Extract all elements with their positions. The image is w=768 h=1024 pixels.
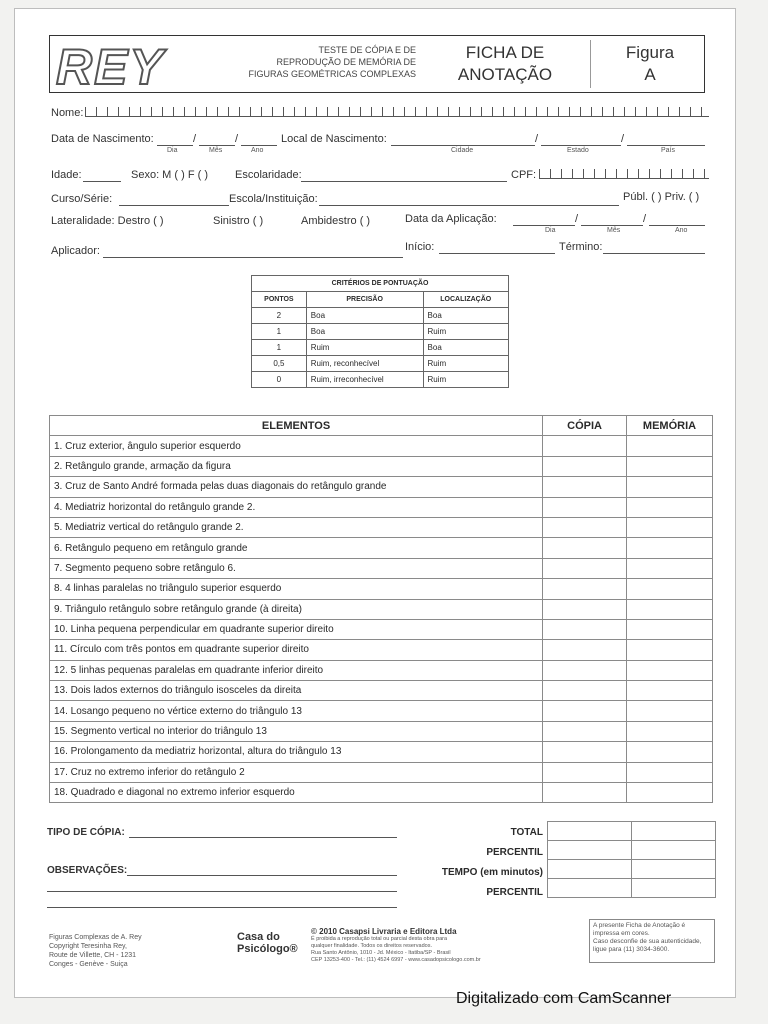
total-copia-cell[interactable] [548,822,632,841]
observacoes-field[interactable] [127,875,397,876]
table-row: 0,5 Ruim, reconhecível Ruim [252,356,509,372]
table-row [548,841,716,860]
copia-cell[interactable] [543,477,627,497]
memoria-cell[interactable] [627,783,713,803]
table-row: 2 Boa Boa [252,308,509,324]
table-row [548,822,716,841]
nome-label: Nome: [51,107,84,119]
copia-cell[interactable] [543,640,627,660]
header-box [49,35,705,93]
element-description: 16. Prolongamento da mediatriz horizontal, altura do triângulo 13 [50,742,543,762]
observacoes-label: OBSERVAÇÕES: [47,865,128,876]
footer-legal: © 2010 Casapsi Livraria e Editora Ltda É proibida a reprodução total ou parcial desta obra para qualquer finalidade. Todos os direitos reservados. Rua Santo Antônio, 1010 - Jd. México - Itatiba/SP - Brasil CEP 13253-400 - Tel.: (11) 4524 6997 - www.casadopsicologo.com.br [311,927,481,963]
element-description: 14. Losango pequeno no vértice externo do triângulo 13 [50,701,543,721]
copia-cell[interactable] [543,436,627,456]
element-description: 7. Segmento pequeno sobre retângulo 6. [50,558,543,578]
table-row [50,599,713,619]
cpf-label: CPF: [511,169,537,181]
table-row [50,660,713,680]
element-description: 1. Cruz exterior, ângulo superior esquerdo [50,436,543,456]
copia-cell[interactable] [543,579,627,599]
table-row: 1 Ruim Boa [252,340,509,356]
element-description: 2. Retângulo grande, armação da figura [50,456,543,476]
copia-cell[interactable] [543,517,627,537]
memoria-cell[interactable] [627,721,713,741]
table-row [50,517,713,537]
lateralidade-destro[interactable]: Lateralidade: Destro ( ) [51,215,164,227]
lateralidade-ambidestro[interactable]: Ambidestro ( ) [301,215,371,227]
percentil-label: PERCENTIL [486,887,543,898]
rey-logo: REY [56,39,165,95]
authenticity-notice: A presente Ficha de Anotação é impressa em cores. Caso desconfie de sua autenticidade, ligue para (11) 3034-3600. [589,919,715,963]
tempo-copia-cell[interactable] [548,860,632,879]
copia-cell[interactable] [543,497,627,517]
data-aplicacao-label: Data da Aplicação: [405,213,497,225]
element-description: 18. Quadrado e diagonal no extremo inferior esquerdo [50,783,543,803]
copia-cell[interactable] [543,742,627,762]
termino-field[interactable] [603,253,705,254]
criteria-header: PRECISÃO [306,292,423,308]
slash: / [535,133,539,145]
tempo-label: TEMPO (em minutos) [441,867,543,878]
curso-serie-label: Curso/Série: [51,193,113,205]
memoria-cell[interactable] [627,538,713,558]
memoria-cell[interactable] [627,599,713,619]
tipo-copia-label: TIPO DE CÓPIA: [47,827,125,838]
memoria-cell[interactable] [627,436,713,456]
ano-caption: Ano [251,147,264,154]
escola-field[interactable] [319,205,619,206]
copia-cell[interactable] [543,456,627,476]
copia-cell[interactable] [543,558,627,578]
element-description: 10. Linha pequena perpendicular em quadrante superior direito [50,619,543,639]
local-nascimento-label: Local de Nascimento: [281,133,387,145]
table-row [50,456,713,476]
aplicador-label: Aplicador: [51,245,100,257]
aplicador-field[interactable] [103,257,403,258]
totals-table [547,821,716,898]
elements-body [50,436,713,803]
ano-caption: Ano [675,227,688,234]
termino-label: Término: [559,241,603,253]
sexo-label: Sexo: M ( ) F ( ) [131,169,208,181]
element-description: 15. Segmento vertical no interior do triângulo 13 [50,721,543,741]
slash: / [235,133,239,145]
element-description: 17. Cruz no extremo inferior do retângulo 2 [50,762,543,782]
memoria-cell[interactable] [627,762,713,782]
memoria-cell[interactable] [627,660,713,680]
table-row: 1 Boa Ruim [252,324,509,340]
elements-table [49,415,713,803]
observacoes-line[interactable] [47,891,397,892]
publisher-logo: Casa do Psicólogo® [237,931,298,955]
memoria-cell[interactable] [627,456,713,476]
memoria-header: MEMÓRIA [627,416,713,436]
percentil-memoria-cell[interactable] [632,841,716,860]
copia-cell[interactable] [543,619,627,639]
table-row [50,497,713,517]
cidade-field[interactable] [391,145,535,146]
memoria-cell[interactable] [627,517,713,537]
memoria-cell[interactable] [627,681,713,701]
elementos-header: ELEMENTOS [50,416,543,436]
escola-label: Escola/Instituição: [229,193,318,205]
aplic-ano-field[interactable] [649,225,705,226]
table-row [50,721,713,741]
table-row [50,558,713,578]
inicio-field[interactable] [439,253,555,254]
slash: / [575,213,579,225]
table-row [50,681,713,701]
copia-cell[interactable] [543,681,627,701]
memoria-cell[interactable] [627,640,713,660]
estado-caption: Estado [567,147,589,154]
table-row [50,477,713,497]
element-description: 5. Mediatriz vertical do retângulo grande 2. [50,517,543,537]
slash: / [621,133,625,145]
nasc-dia-field[interactable] [157,145,193,146]
element-description: 12. 5 linhas pequenas paralelas em quadrante inferior direito [50,660,543,680]
data-nascimento-label: Data de Nascimento: [51,133,154,145]
percentil2-copia-cell[interactable] [548,879,632,898]
table-row [50,579,713,599]
copia-cell[interactable] [543,701,627,721]
element-description: 4. Mediatriz horizontal do retângulo grande 2. [50,497,543,517]
table-row [50,742,713,762]
element-description: 11. Círculo com três pontos em quadrante superior direito [50,640,543,660]
memoria-cell[interactable] [627,497,713,517]
element-description: 9. Triângulo retângulo sobre retângulo grande (à direita) [50,599,543,619]
footer-copyright-rey: Figuras Complexas de A. Rey Copyright Teresinha Rey, Route de Villette, CH - 1231 Conges - Genève - Suiça [49,934,142,968]
mes-caption: Mês [209,147,223,154]
observacoes-line[interactable] [47,907,397,908]
copia-header: CÓPIA [543,416,627,436]
test-subtitle: TESTE DE CÓPIA E DE REPRODUÇÃO DE MEMÓRIA DE FIGURAS GEOMÉTRICAS COMPLEXAS [248,45,416,79]
copia-cell[interactable] [543,538,627,558]
curso-serie-field[interactable] [119,205,229,206]
score-sheet [14,8,736,998]
table-row [548,879,716,898]
copia-cell[interactable] [543,783,627,803]
total-memoria-cell[interactable] [632,822,716,841]
percentil-label: PERCENTIL [486,847,543,858]
table-row [50,619,713,639]
idade-label: Idade: [51,169,82,181]
memoria-cell[interactable] [627,558,713,578]
tempo-memoria-cell[interactable] [632,860,716,879]
percentil2-memoria-cell[interactable] [632,879,716,898]
element-description: 8. 4 linhas paralelas no triângulo superior esquerdo [50,579,543,599]
publ-priv-options[interactable]: Públ. ( ) Priv. ( ) [623,191,700,203]
table-row [50,436,713,456]
table-row [548,860,716,879]
memoria-cell[interactable] [627,619,713,639]
camscanner-watermark: Digitalizado com CamScanner [456,990,672,1007]
idade-field[interactable] [83,181,121,182]
tipo-copia-field[interactable] [129,837,397,838]
cpf-field[interactable] [539,169,709,179]
table-row: 0 Ruim, irreconhecível Ruim [252,372,509,388]
pais-caption: País [661,147,676,154]
total-label: TOTAL [510,827,543,838]
element-description: 6. Retângulo pequeno em retângulo grande [50,538,543,558]
copia-cell[interactable] [543,721,627,741]
mes-caption: Mês [607,227,621,234]
nasc-ano-field[interactable] [241,145,277,146]
copia-cell[interactable] [543,599,627,619]
escolaridade-label: Escolaridade: [235,169,302,181]
element-description: 13. Dois lados externos do triângulo isosceles da direita [50,681,543,701]
table-row [50,762,713,782]
memoria-cell[interactable] [627,742,713,762]
slash: / [193,133,197,145]
element-description: 3. Cruz de Santo André formada pelas duas diagonais do retângulo grande [50,477,543,497]
cidade-caption: Cidade [451,147,474,154]
criteria-header: PONTOS [252,292,307,308]
memoria-cell[interactable] [627,701,713,721]
aplic-dia-field[interactable] [513,225,575,226]
table-row [50,701,713,721]
table-row [50,640,713,660]
aplic-mes-field[interactable] [581,225,643,226]
table-row [50,538,713,558]
memoria-cell[interactable] [627,579,713,599]
escolaridade-field[interactable] [301,181,507,182]
inicio-label: Início: [405,241,435,253]
pais-field[interactable] [627,145,705,146]
header-divider [590,40,591,88]
table-row [50,783,713,803]
estado-field[interactable] [541,145,621,146]
figura-label: Figura A [625,43,675,84]
copia-cell[interactable] [543,762,627,782]
dia-caption: Dia [545,227,556,234]
percentil-copia-cell[interactable] [548,841,632,860]
criteria-title: CRITÉRIOS DE PONTUAÇÃO [252,276,509,292]
nasc-mes-field[interactable] [199,145,235,146]
memoria-cell[interactable] [627,477,713,497]
lateralidade-sinistro[interactable]: Sinistro ( ) [213,215,264,227]
criteria-header: LOCALIZAÇÃO [423,292,508,308]
copia-cell[interactable] [543,660,627,680]
nome-field[interactable] [85,107,709,117]
dia-caption: Dia [167,147,178,154]
criteria-table [251,275,509,388]
ficha-title: FICHA DE ANOTAÇÃO [457,43,553,84]
slash: / [643,213,647,225]
